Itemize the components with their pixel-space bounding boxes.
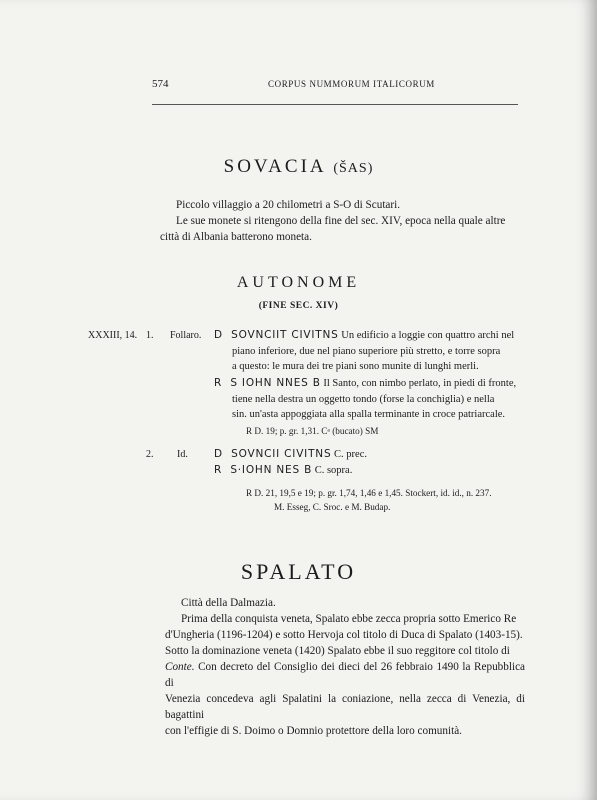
running-title: CORPUS NUMMORUM ITALICORUM xyxy=(268,79,435,89)
body-text: Con decreto del Consiglio dei dieci del 26 febbraio 1490 la Repubblica di xyxy=(165,661,525,689)
italic-word: Conte. xyxy=(165,661,195,673)
reverse-desc: sin. un'asta appoggiata alla spalla terminante in croce patriarcale. xyxy=(232,409,506,420)
coin-number: 2. xyxy=(146,449,154,460)
coin2-biblio xyxy=(246,486,492,514)
reverse-note: C. sopra. xyxy=(314,464,353,476)
sovacia-title-sub: (ŠAS) xyxy=(333,161,374,176)
sovacia-title: SOVACIA xyxy=(223,156,326,177)
obverse-desc: a questo: le mura dei tre piani sono munite di lunghi merli. xyxy=(232,361,479,372)
coin-denomination: Follaro. xyxy=(170,330,202,341)
obverse-note: C. prec. xyxy=(334,449,367,460)
body-line xyxy=(165,659,525,691)
body-line: Sotto la dominazione veneta (1420) Spalato ebbe il suo reggitore col titolo di xyxy=(165,645,510,657)
reverse-mark: R xyxy=(214,377,222,389)
coin1-reverse xyxy=(214,376,534,423)
coin1-obverse xyxy=(214,328,534,375)
intro-line: città di Albania batterono moneta. xyxy=(160,231,312,243)
header-rule xyxy=(152,104,518,105)
body-line: Prima della conquista veneta, Spalato ebbe zecca propria sotto Emerico Re xyxy=(181,613,517,625)
body-line: Venezia concedeva agli Spalatini la coniazione, nella zecca di Venezia, di bagattini xyxy=(165,693,525,721)
coin-denomination: Id. xyxy=(177,449,188,460)
period-subheading: (FINE SEC. XIV) xyxy=(258,301,339,311)
page-header xyxy=(152,78,518,92)
obverse-desc: Un edificio a loggie con quattro archi nel xyxy=(341,330,515,341)
plate-reference: XXXIII, 14. xyxy=(88,330,138,341)
reverse-legend: S·IOHN NES B xyxy=(230,463,313,476)
reverse-desc: tiene nella destra un oggetto tondo (forse la conchiglia) e nella xyxy=(232,393,495,405)
reverse-mark: R xyxy=(214,463,222,476)
biblio-line: M. Esseg, C. Sroc. e M. Budap. xyxy=(274,502,391,512)
coin2-description xyxy=(214,447,534,478)
biblio-line: R D. 21, 19,5 e 19; p. gr. 1,74, 1,46 e 1,45. Stockert, id. id., n. 237. xyxy=(246,488,492,498)
intro-line: Le sue monete si ritengono della fine del sec. XIV, epoca nella quale altre xyxy=(176,215,506,227)
intro-line: Piccolo villaggio a 20 chilometri a S-O di Scutari. xyxy=(176,199,401,211)
obverse-mark: D xyxy=(214,448,223,460)
section-title-sovacia xyxy=(0,156,597,178)
reverse-legend: S IOHN NNES B xyxy=(230,377,321,389)
sovacia-intro xyxy=(160,197,530,245)
reverse-desc: Il Santo, con nimbo perlato, in piedi di fronte, xyxy=(323,378,517,389)
obverse-mark: D xyxy=(214,329,223,341)
page-number: 574 xyxy=(152,78,169,90)
obverse-legend: SOVNCIIT CIVITNS xyxy=(231,329,339,341)
obverse-legend: SOVNCII CIVITNS xyxy=(231,448,332,460)
coin-number: 1. xyxy=(146,330,154,341)
spalato-body xyxy=(165,595,525,739)
body-line: Città della Dalmazia. xyxy=(181,597,276,609)
body-line: con l'effigie di S. Doimo o Domnio protettore della loro comunità. xyxy=(165,725,462,737)
section-heading-autonome: AUTONOME xyxy=(236,274,361,291)
coin1-biblio: R D. 19; p. gr. 1,31. Cᵃ (bucato) SM xyxy=(246,426,379,436)
section-title-spalato: SPALATO xyxy=(240,559,357,584)
body-line: d'Ungheria (1196-1204) e sotto Hervoja col titolo di Duca di Spalato (1403-15). xyxy=(165,629,523,641)
obverse-desc: piano inferiore, due nel piano superiore più stretto, e torre sopra xyxy=(232,345,501,357)
